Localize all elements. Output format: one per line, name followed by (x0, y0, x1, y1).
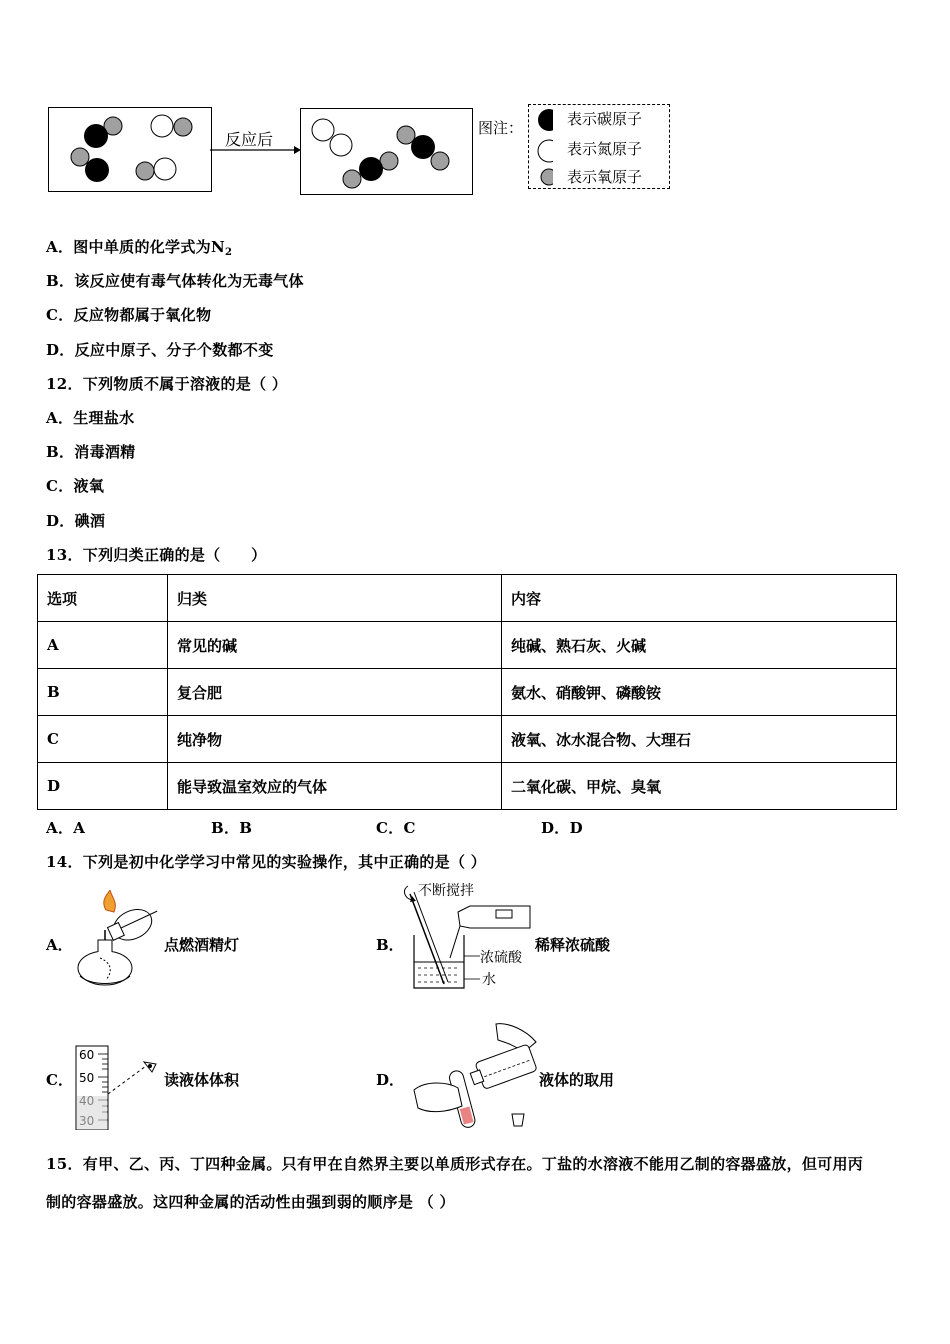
tick-label: 60 (79, 1048, 95, 1062)
tick-label: 50 (79, 1071, 95, 1085)
carbon-atom (85, 158, 109, 182)
q12-option-a: A．生理盐水 (46, 409, 135, 427)
q12-option-b: B．消毒酒精 (46, 443, 136, 461)
q11-option-a: A．图中单质的化学式为$N_2$ (46, 238, 233, 258)
q14-stem: 14．下列是初中化学学习中常见的实验操作，其中正确的是（ ） (46, 853, 487, 871)
nitrogen-atom (330, 134, 352, 156)
q13-option-a: A．A (46, 819, 86, 837)
carbon-atom (411, 135, 435, 159)
q12-stem: 12．下列物质不属于溶液的是（ ） (46, 375, 288, 393)
q13-stem: 13．下列归类正确的是（ ） (46, 546, 267, 564)
table-cell: 二氧化碳、甲烷、臭氧 (502, 763, 897, 810)
q13-table (37, 574, 897, 810)
q14-option-a-caption: 点燃酒精灯 (164, 936, 240, 954)
carbon-atom (84, 124, 108, 148)
acid-label: 浓硫酸 (480, 950, 522, 966)
table-header-row (38, 575, 897, 622)
q13-option-c: C．C (376, 819, 416, 837)
arrow-label: 反应后 (225, 130, 274, 149)
carbon-legend-swatch (538, 109, 553, 131)
reaction-arrow (210, 128, 302, 162)
table-cell: B (38, 669, 168, 716)
q14-option-d-caption: 液体的取用 (539, 1071, 615, 1089)
oxygen-atom (343, 170, 361, 188)
q11-option-c: C．反应物都属于氧化物 (46, 306, 212, 324)
nitrogen-atom (312, 119, 334, 141)
oxygen-atom (397, 126, 415, 144)
table-row (38, 763, 897, 810)
legend-label-carbon: 表示碳原子 (567, 110, 643, 128)
oxygen-legend-swatch (541, 169, 553, 185)
q15-stem-line2: 制的容器盛放。这四种金属的活动性由强到弱的顺序是 （ ） (46, 1193, 455, 1211)
oxygen-atom (136, 162, 154, 180)
oxygen-atom (174, 118, 192, 136)
alcohol-lamp-illustration (70, 890, 165, 990)
table-header-cell: 内容 (502, 575, 897, 622)
nitrogen-legend-swatch (538, 140, 553, 162)
pour-liquid-illustration (408, 1022, 540, 1132)
water-label: 水 (482, 972, 496, 988)
table-cell: 能导致温室效应的气体 (168, 763, 502, 810)
q14-option-c-caption: 读液体体积 (164, 1071, 240, 1089)
q15-stem-line1: 15．有甲、乙、丙、丁四种金属。只有甲在自然界主要以单质形式存在。丁盐的水溶液不能用乙制的容器盛放，但可用丙 (46, 1155, 864, 1173)
dilute-acid-illustration (400, 880, 535, 992)
table-cell: A (38, 622, 168, 669)
q13-option-d: D．D (541, 819, 583, 837)
legend-title: 图注： (478, 119, 524, 137)
carbon-atom (359, 157, 383, 181)
table-header-cell: 归类 (168, 575, 502, 622)
table-cell: D (38, 763, 168, 810)
q11-option-b: B．该反应使有毒气体转化为无毒气体 (46, 272, 304, 290)
graduated-cylinder-illustration (72, 1044, 164, 1130)
stir-label: 不断搅拌 (418, 883, 474, 899)
q12-option-d: D．碘酒 (46, 512, 106, 530)
product-molecules (301, 109, 472, 194)
nitrogen-atom (154, 158, 176, 180)
table-row (38, 669, 897, 716)
reactant-molecules (49, 108, 211, 191)
table-header-cell: 选项 (38, 575, 168, 622)
q14-option-b-caption: 稀释浓硫酸 (535, 936, 611, 954)
q14-option-c-letter: C． (46, 1071, 73, 1089)
nitrogen-atom (151, 115, 173, 137)
q14-option-a-letter: A． (46, 936, 73, 954)
q14-option-d-letter: D． (376, 1071, 405, 1089)
reactants-box (48, 107, 212, 192)
products-box (300, 108, 473, 195)
q11-option-d: D．反应中原子、分子个数都不变 (46, 341, 274, 359)
table-cell: C (38, 716, 168, 763)
legend-label-oxygen: 表示氧原子 (567, 168, 643, 186)
table-cell: 常见的碱 (168, 622, 502, 669)
oxygen-atom (431, 152, 449, 170)
q12-option-c: C．液氧 (46, 477, 105, 495)
table-cell: 液氧、冰水混合物、大理石 (502, 716, 897, 763)
legend-label-nitrogen: 表示氮原子 (567, 140, 643, 158)
legend-box (528, 104, 670, 189)
q13-option-b: B．B (211, 819, 253, 837)
oxygen-atom (71, 148, 89, 166)
table-cell: 复合肥 (168, 669, 502, 716)
table-row (38, 622, 897, 669)
table-cell: 氨水、硝酸钾、磷酸铵 (502, 669, 897, 716)
table-row (38, 716, 897, 763)
q14-option-b-letter: B． (376, 936, 404, 954)
table-cell: 纯碱、熟石灰、火碱 (502, 622, 897, 669)
table-cell: 纯净物 (168, 716, 502, 763)
